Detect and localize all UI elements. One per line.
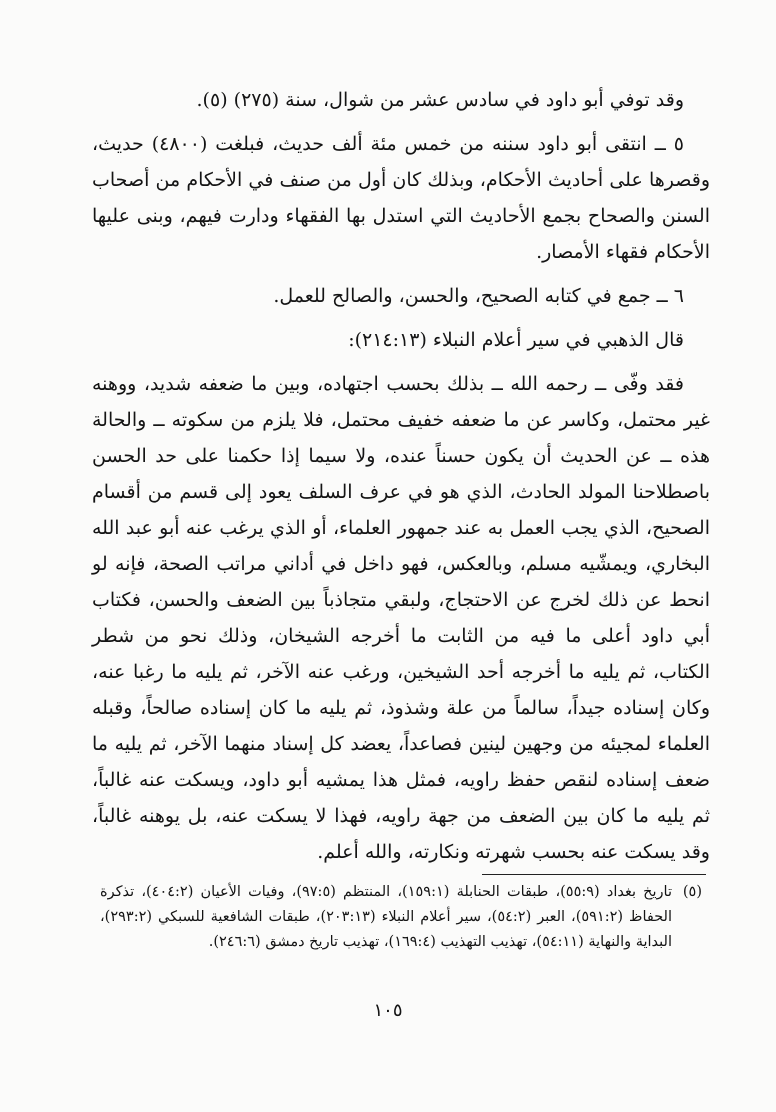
paragraph-death-date: وقد توفي أبو داود في سادس عشر من شوال، سنة (٢٧٥) (٥). bbox=[196, 89, 684, 111]
footnote-divider bbox=[482, 874, 706, 875]
footnote bbox=[100, 880, 702, 955]
paragraph-dhahabi-quote: فقد وفّى ــ رحمه الله ــ بذلك بحسب اجتهاده، وبين ما ضعفه شديد، ووهنه غير محتمل، وكاسر عن ما ضعفه خفيف محتمل، فلا يلزم من سكوته ــ والحالة هذه ــ عن الحديث أن يكون حسناً عنده، ولا سيما إذا حكمنا على حد الحسن باصطلاحنا المولد الحادث، الذي هو في عرف السلف يعود إلى قسم من أقسام الصحيح، الذي يجب العمل به عند جمهور العلماء، أو الذي يرغب عنه أبو عبد الله البخاري، ويمشّيه مسلم، وبالعكس، فهو داخل في أداني مراتب الصحة، فإنه لو انحط عن ذلك لخرج عن الاحتجاج، ولبقي متجاذباً بين الضعف والحسن، فكتاب أبي داود أعلى ما فيه من الثابت ما أخرجه الشيخان، وذلك نحو من شطر الكتاب، ثم يليه ما أخرجه أحد الشيخين، ورغب عنه الآخر، ثم يليه ما رغبا عنه، وكان إسناده جيداً، سالماً من علة وشذوذ، ثم يليه ما كان إسناده صالحاً، وقبله العلماء لمجيئه من وجهين لينين فصاعداً، يعضد كل إسناد منهما الآخر، ثم يليه ما ضعف إسناده لنقص حفظ راويه، فمثل هذا يمشيه أبو داود، ويسكت عنه غالباً، ثم يليه ما كان بين الضعف من جهة راويه، فهذا لا يسكت عنه، بل يوهنه غالباً، وقد يسكت عنه بحسب شهرته ونكارته، والله أعلم. bbox=[92, 373, 710, 863]
footnote-text: تاريخ بغداد (٥٥:٩)، طبقات الحنابلة (١٥٩:١)، المنتظم (٩٧:٥)، وفيات الأعيان (٤٠٤:٢)، تذكرة الحفاظ (٥٩١:٢)، العبر (٥٤:٢)، سير أعلام النبلاء (٢٠٣:١٣)، طبقات الشافعية للسبكي (٢٩٣:٢)، البداية والنهاية (٥٤:١١)، تهذيب التهذيب (١٦٩:٤)، تهذيب تاريخ دمشق (٢٤٦:٦). bbox=[100, 884, 673, 950]
footnote-marker: (٥) bbox=[682, 884, 702, 900]
paragraph-dhahabi-intro: قال الذهبي في سير أعلام النبلاء (٢١٤:١٣): bbox=[348, 329, 684, 351]
main-text bbox=[92, 82, 710, 870]
paragraph-item-6: ٦ ــ جمع في كتابه الصحيح، والحسن، والصالح للعمل. bbox=[273, 285, 684, 307]
page-number: ١٠٥ bbox=[373, 1000, 403, 1021]
paragraph-item-5: ٥ ــ انتقى أبو داود سننه من خمس مئة ألف حديث، فبلغت (٤٨٠٠) حديث، وقصرها على أحاديث الأحكام، وبذلك كان أول من صنف في الأحكام من أصحاب السنن والصحاح بجمع الأحاديث التي استدل بها الفقهاء ودارت فيهم، وبنى عليها الأحكام فقهاء الأمصار. bbox=[92, 133, 710, 263]
